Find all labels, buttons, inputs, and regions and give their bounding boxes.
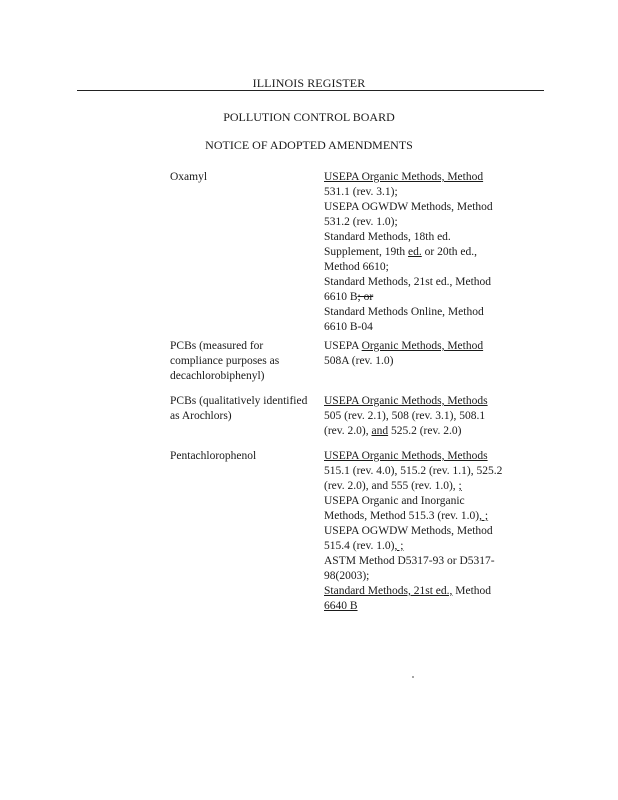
method-text: Standard Methods Online, Method [324,306,484,318]
contaminant-name [170,170,324,335]
method-line [324,260,520,275]
method-text: 525.2 (rev. 2.0) [388,425,462,437]
register-title: ILLINOIS REGISTER [252,76,366,90]
method-line [324,170,520,185]
method-text: 505 (rev. 2.1), 508 (rev. 3.1), 508.1 [324,410,486,422]
method-line [324,524,520,539]
method-text: USEPA OGWDW Methods, Method [324,201,493,213]
method-line [324,584,520,599]
method-text: ; or [357,291,374,303]
method-text: USEPA [324,340,362,352]
method-text: 531.2 (rev. 1.0); [324,216,398,228]
method-text: ; [458,480,462,492]
table-row [170,170,520,335]
table-row [170,449,520,614]
method-text: 6610 B [324,291,358,303]
method-line [324,464,520,479]
method-text: USEPA OGWDW Methods, Method [324,525,493,537]
method-text: 515.1 (rev. 4.0), 515.2 (rev. 1.1), 525.2 [324,465,503,477]
method-line [324,275,520,290]
method-line [324,354,520,369]
contaminant-name [170,394,324,439]
contaminant-line: Pentachlorophenol [170,450,257,462]
analytical-methods [324,339,520,384]
analytical-methods [324,449,520,614]
contaminant-name [170,449,324,614]
analytical-methods [324,394,520,439]
method-line [324,215,520,230]
method-line [324,320,520,335]
method-text: Method [452,585,492,597]
method-text: Organic Methods, Method [361,340,484,352]
method-line [324,305,520,320]
notice-title: NOTICE OF ADOPTED AMENDMENTS [205,138,413,152]
contaminant-line: PCBs (measured for [170,340,264,352]
method-text: ed. [408,246,422,258]
method-text: , ; [479,510,489,522]
method-line [324,449,520,464]
method-text: Standard Methods, 18th ed. [324,231,451,243]
method-line [324,409,520,424]
method-line [324,394,520,409]
method-line [324,509,520,524]
method-text: Supplement, 19th [324,246,409,258]
method-line [324,290,520,305]
method-text: (rev. 2.0), and 555 (rev. 1.0), [324,480,459,492]
method-line [324,554,520,569]
table-row [170,339,520,384]
table-row [170,394,520,439]
method-line [324,424,520,439]
scan-speck [412,676,414,678]
method-text: Method 6610; [324,261,389,273]
contaminant-name [170,339,324,384]
method-text: ASTM Method D5317-93 or D5317- [324,555,495,567]
method-text: USEPA Organic and Inorganic [324,495,465,507]
board-title: POLLUTION CONTROL BOARD [223,110,395,124]
method-text: and [371,425,389,437]
method-line [324,599,520,614]
contaminant-line: as Arochlors) [170,410,232,422]
contaminant-line: Oxamyl [170,171,208,183]
method-line [324,494,520,509]
contaminant-line: decachlorobiphenyl) [170,370,265,382]
method-text: Standard Methods, 21st ed., Method [324,276,492,288]
method-text: Methods, Method 515.3 (rev. 1.0) [324,510,480,522]
method-line [324,230,520,245]
contaminant-line: PCBs (qualitatively identified [170,395,308,407]
method-text: 515.4 (rev. 1.0) [324,540,395,552]
analytical-methods [324,170,520,335]
method-line [324,339,520,354]
method-line [324,539,520,554]
method-line [324,479,520,494]
method-text: USEPA Organic Methods, Methods [324,395,488,407]
method-line [324,185,520,200]
header-rule [77,90,544,91]
method-line [324,245,520,260]
method-text: 6640 B [324,600,358,612]
method-text: 531.1 (rev. 3.1); [324,186,398,198]
method-text: USEPA Organic Methods, Methods [324,450,488,462]
method-line [324,200,520,215]
method-text: 6610 B-04 [324,321,373,333]
method-text: 508A (rev. 1.0) [324,355,394,367]
method-text: or 20th ed., [421,246,478,258]
method-line [324,569,520,584]
method-text: , ; [394,540,404,552]
method-text: USEPA Organic Methods, Method [324,171,484,183]
method-text: (rev. 2.0), [324,425,372,437]
method-text: Standard Methods, 21st ed., [324,585,453,597]
contaminant-line: compliance purposes as [170,355,280,367]
method-text: 98(2003); [324,570,370,582]
